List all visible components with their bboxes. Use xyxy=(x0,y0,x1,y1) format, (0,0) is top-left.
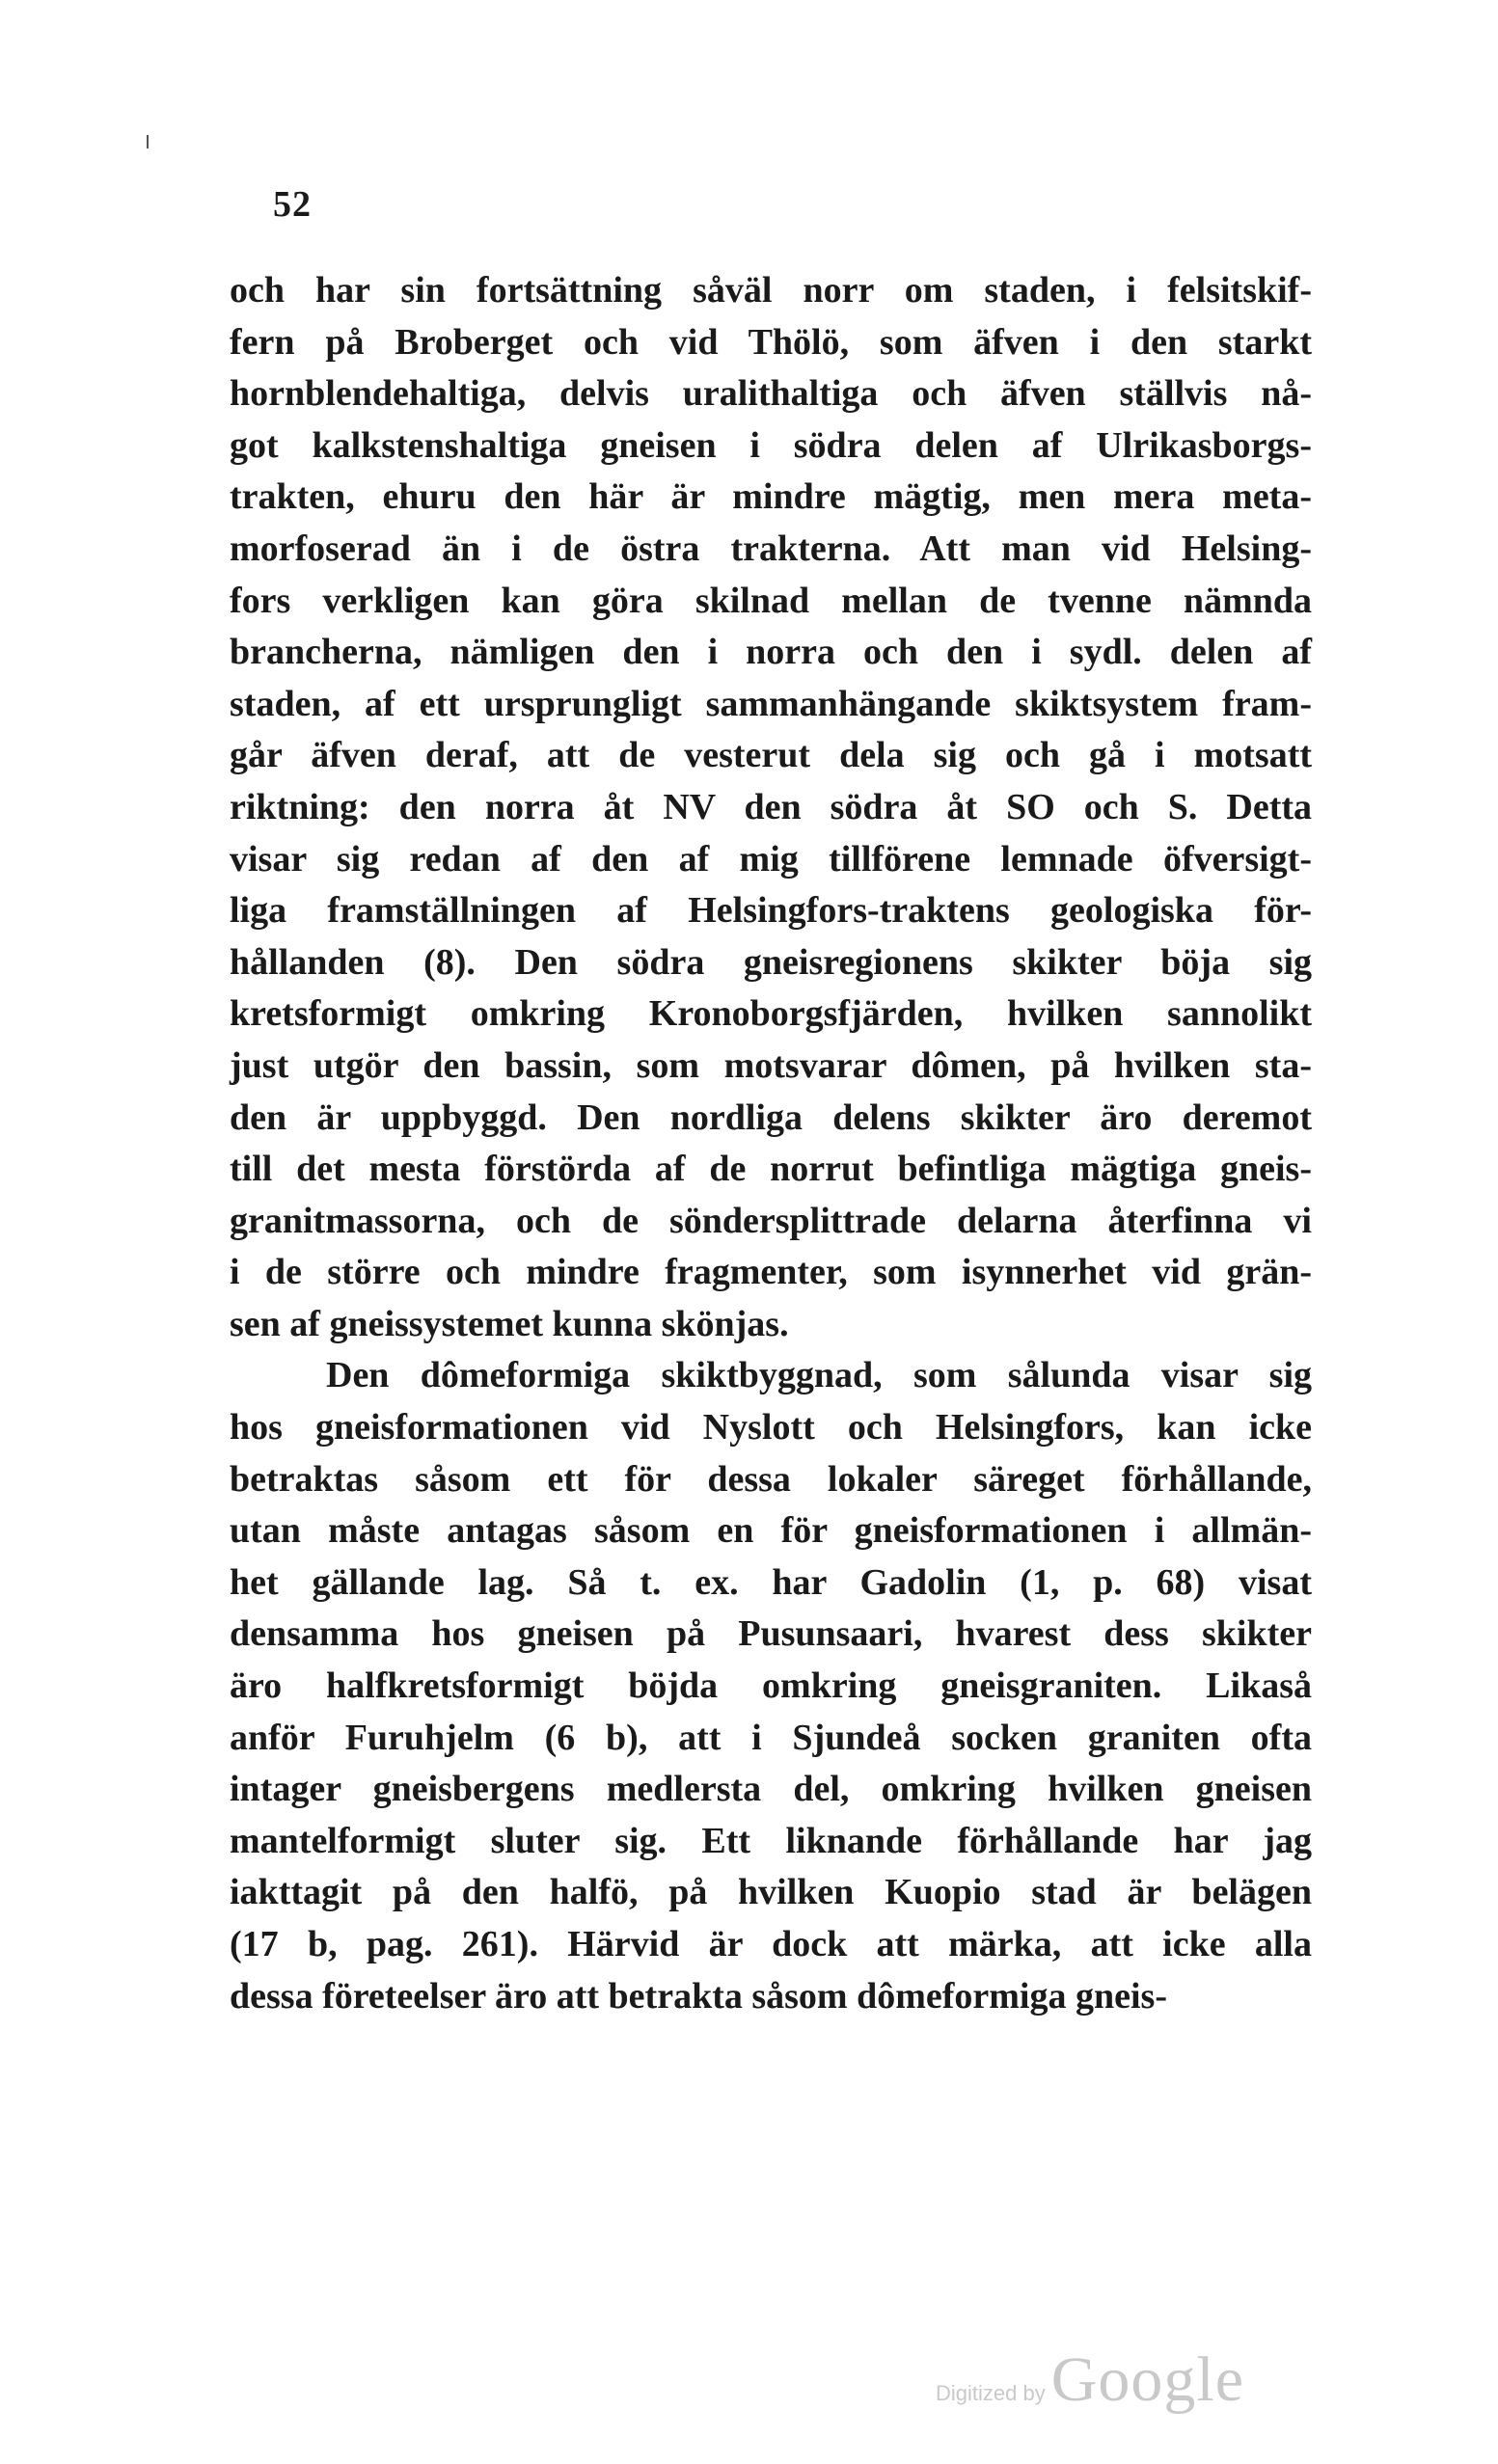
text-line: sen af gneissystemet kunna skönjas. xyxy=(230,1303,789,1344)
text-line: trakten, ehuru den här är mindre mägtig, men mera meta- xyxy=(230,476,1312,518)
text-line: dessa företeelser äro att betrakta såsom dômeformiga gneis- xyxy=(230,1975,1167,2017)
text-line: går äfven deraf, att de vesterut dela sig och gå i motsatt xyxy=(230,735,1312,776)
page-number: 52 xyxy=(273,184,312,225)
text-line: utan måste antagas såsom en för gneisformationen i allmän- xyxy=(230,1510,1312,1552)
paragraph-1 xyxy=(230,265,1312,1350)
text-line: i de större och mindre fragmenter, som isynnerhet vid grän- xyxy=(230,1252,1312,1293)
text-line: liga framställningen af Helsingfors-traktens geologiska för- xyxy=(230,890,1312,932)
text-line: got kalkstenshaltiga gneisen i södra delen af Ulrikasborgs- xyxy=(230,424,1312,466)
text-line: brancherna, nämligen den i norra och den i sydl. delen af xyxy=(230,632,1312,673)
watermark-small-text: Digitized by xyxy=(936,2381,1046,2405)
paragraph-2 xyxy=(230,1350,1312,2022)
text-line: den är uppbyggd. Den nordliga delens skikter äro deremot xyxy=(230,1097,1312,1138)
text-line: Den dômeformiga skiktbyggnad, som sålunda visar sig xyxy=(326,1355,1312,1396)
body-text xyxy=(230,265,1312,2022)
scan-speck xyxy=(147,135,149,149)
digitized-watermark xyxy=(936,2343,1244,2417)
google-logo-text: Google xyxy=(1050,2344,1245,2415)
text-line: fors verkligen kan göra skilnad mellan de tvenne nämnda xyxy=(230,580,1312,621)
text-line: staden, af ett ursprungligt sammanhängande skiktsystem fram- xyxy=(230,683,1312,724)
text-line: intager gneisbergens medlersta del, omkring hvilken gneisen xyxy=(230,1769,1312,1810)
text-line: och har sin fortsättning såväl norr om staden, i felsitskif- xyxy=(230,270,1312,311)
text-line: mantelformigt sluter sig. Ett liknande förhållande har jag xyxy=(230,1820,1312,1861)
text-line: riktning: den norra åt NV den södra åt SO och S. Detta xyxy=(230,786,1312,827)
text-line: kretsformigt omkring Kronoborgsfjärden, hvilken sannolikt xyxy=(230,993,1312,1035)
text-line: visar sig redan af den af mig tillförene lemnade öfversigt- xyxy=(230,838,1312,880)
text-line: (17 b, pag. 261). Härvid är dock att märka, att icke alla xyxy=(230,1924,1312,1964)
text-line: densamma hos gneisen på Pusunsaari, hvarest dess skikter xyxy=(230,1613,1312,1655)
text-line: morfoserad än i de östra trakterna. Att man vid Helsing- xyxy=(230,528,1312,569)
text-line: fern på Broberget och vid Thölö, som äfven i den starkt xyxy=(230,321,1312,363)
text-line: just utgör den bassin, som motsvarar dômen, på hvilken sta- xyxy=(230,1044,1312,1086)
text-line: betraktas såsom ett för dessa lokaler säreget förhållande, xyxy=(230,1458,1312,1500)
text-line: het gällande lag. Så t. ex. har Gadolin (1, p. 68) visat xyxy=(230,1561,1312,1603)
text-line: äro halfkretsformigt böjda omkring gneisgraniten. Likaså xyxy=(230,1665,1312,1707)
text-line: hornblendehaltiga, delvis uralithaltiga och äfven ställvis nå- xyxy=(230,373,1312,415)
text-line: iakttagit på den halfö, på hvilken Kuopio stad är belägen xyxy=(230,1872,1312,1913)
text-line: anför Furuhjelm (6 b), att i Sjundeå socken graniten ofta xyxy=(230,1717,1312,1758)
text-line: till det mesta förstörda af de norrut befintliga mägtiga gneis- xyxy=(230,1149,1312,1190)
text-line: granitmassorna, och de söndersplittrade delarna återfinna vi xyxy=(230,1200,1312,1241)
text-line: hos gneisformationen vid Nyslott och Helsingfors, kan icke xyxy=(230,1407,1312,1449)
text-line: hållanden (8). Den södra gneisregionens skikter böja sig xyxy=(230,941,1312,983)
